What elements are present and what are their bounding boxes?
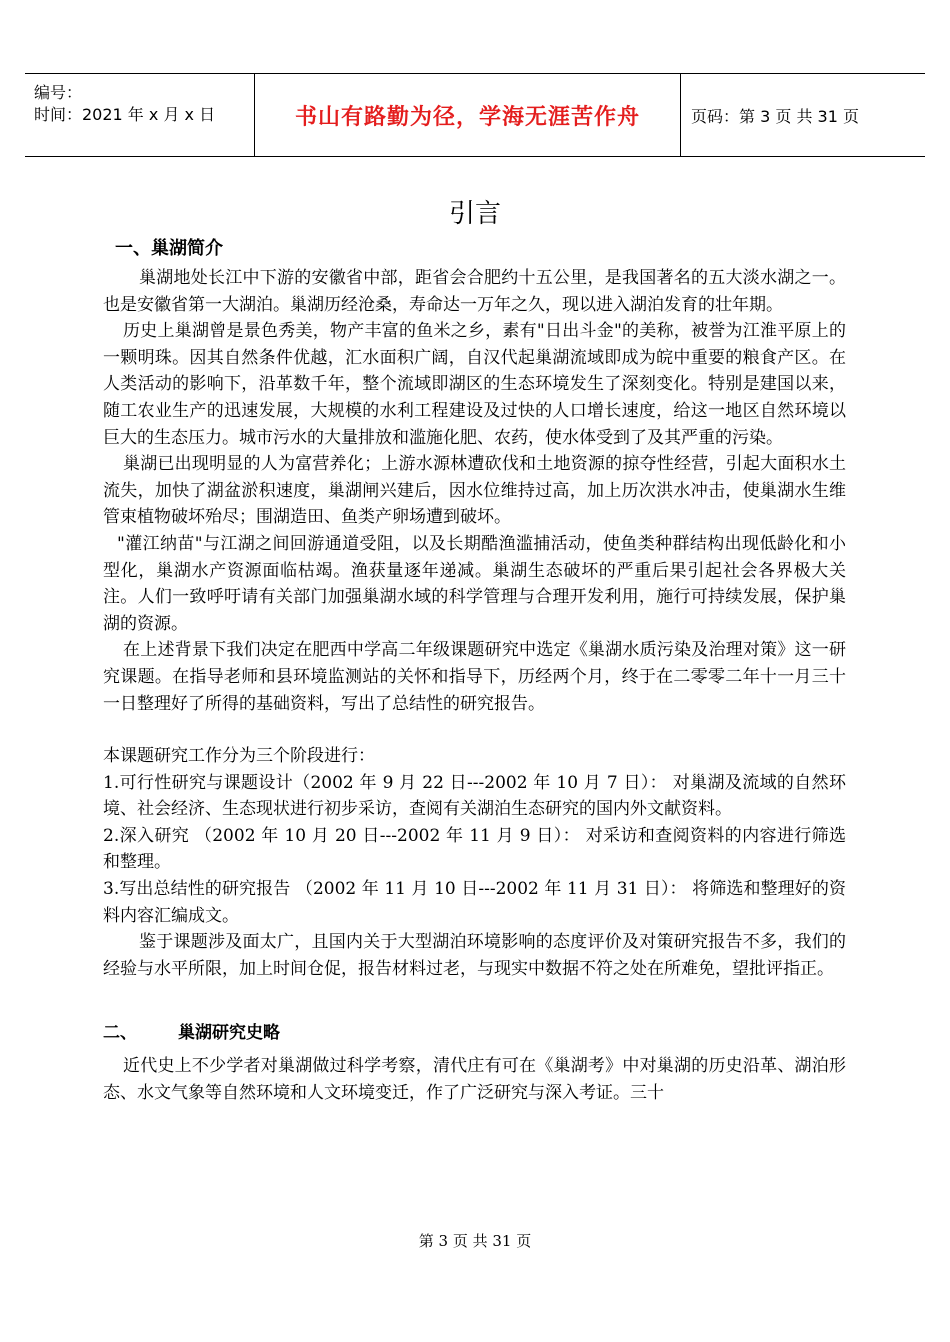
blank-line [103,717,846,743]
stage-item: 1.可行性研究与课题设计（2002 年 9 月 22 日---2002 年 10 月 7 日）： 对巢湖及流域的自然环境、社会经济、生态现状进行初步采访，查阅有关湖泊生态研究的国内外文献资料。 [103,772,846,820]
document-body [103,236,846,1106]
paragraph: 近代史上不少学者对巢湖做过科学考察，清代庄有可在《巢湖考》中对巢湖的历史沿革、湖泊形态、水文气象等自然环境和人文环境变迁，作了广泛研究与深入考证。三十 [103,1056,846,1103]
header-meta [25,74,255,156]
section-2-heading [103,1020,846,1047]
time-label: 时间：2021 年 x 月 x 日 [34,105,216,124]
paragraph: 巢湖地处长江中下游的安徽省中部，距省会合肥约十五公里，是我国著名的五大淡水湖之一。也是安徽省第一大湖泊。巢湖历经沧桑，寿命达一万年之久，现以进入湖泊发育的壮年期。 [103,268,846,315]
paragraph: 鉴于课题涉及面太广，且国内关于大型湖泊环境影响的态度评价及对策研究报告不多，我们的经验与水平所限，加上时间仓促，报告材料过老，与现实中数据不符之处在所难免，望批评指正。 [103,932,846,979]
paragraph: 历史上巢湖曾是景色秀美，物产丰富的鱼米之乡，素有"日出斗金"的美称，被誉为江淮平原上的一颗明珠。因其自然条件优越，汇水面积广阔，自汉代起巢湖流域即成为皖中重要的粮食产区。在人类活动的影响下，沿革数千年，整个流域即湖区的生态环境发生了深刻变化。特别是建国以来，随工农业生产的迅速发展，大规模的水利工程建设及过快的人口增长速度，给这一地区自然环境以巨大的生态压力。城市污水的大量排放和滥施化肥、农药，使水体受到了及其严重的污染。 [103,321,846,448]
section-1-heading: 一、巢湖简介 [115,238,223,259]
page-title: 引言 [448,199,501,229]
stages-intro: 本课题研究工作分为三个阶段进行： [103,746,375,767]
page-footer: 第 3 页 共 31 页 [418,1232,532,1250]
page-header [25,73,925,157]
section-2-number: 二、 [103,1023,137,1044]
stage-item: 2.深入研究 （2002 年 10 月 20 日---2002 年 11 月 9 日）： 对采访和查阅资料的内容进行筛选和整理。 [103,825,846,873]
paragraph: 巢湖已出现明显的人为富营养化；上游水源林遭砍伐和土地资源的掠夺性经营，引起大面积水土流失，加快了湖盆淤积速度，巢湖闸兴建后，因水位维持过高，加上历次洪水冲击，使巢湖水生维管束植物破坏殆尽；围湖造田、鱼类产卵场遭到破坏。 [103,454,846,528]
blank-line [103,982,846,1008]
header-motto: 书山有路勤为径，学海无涯苦作舟 [255,74,681,156]
stage-item: 3.写出总结性的研究报告 （2002 年 11 月 10 日---2002 年 11 月 31 日）： 将筛选和整理好的资料内容汇编成文。 [103,879,846,926]
code-label: 编号： [34,83,83,102]
section-2-title: 巢湖研究史略 [178,1023,280,1044]
header-page-label: 页码：第 3 页 共 31 页 [691,106,859,126]
paragraph: "灌江纳苗"与江湖之间回游通道受阻，以及长期酷渔滥捕活动，使鱼类种群结构出现低龄化和小型化，巢湖水产资源面临枯竭。渔获量逐年递减。巢湖生态破坏的严重后果引起社会各界极大关注。人们一致呼吁请有关部门加强巢湖水域的科学管理与合理开发利用，施行可持续发展，保护巢湖的资源。 [103,533,846,634]
paragraph: 在上述背景下我们决定在肥西中学高二年级课题研究中选定《巢湖水质污染及治理对策》这一研究课题。在指导老师和县环境监测站的关怀和指导下，历经两个月，终于在二零零二年十一月三十一日整理好了所得的基础资料，写出了总结性的研究报告。 [103,640,846,714]
